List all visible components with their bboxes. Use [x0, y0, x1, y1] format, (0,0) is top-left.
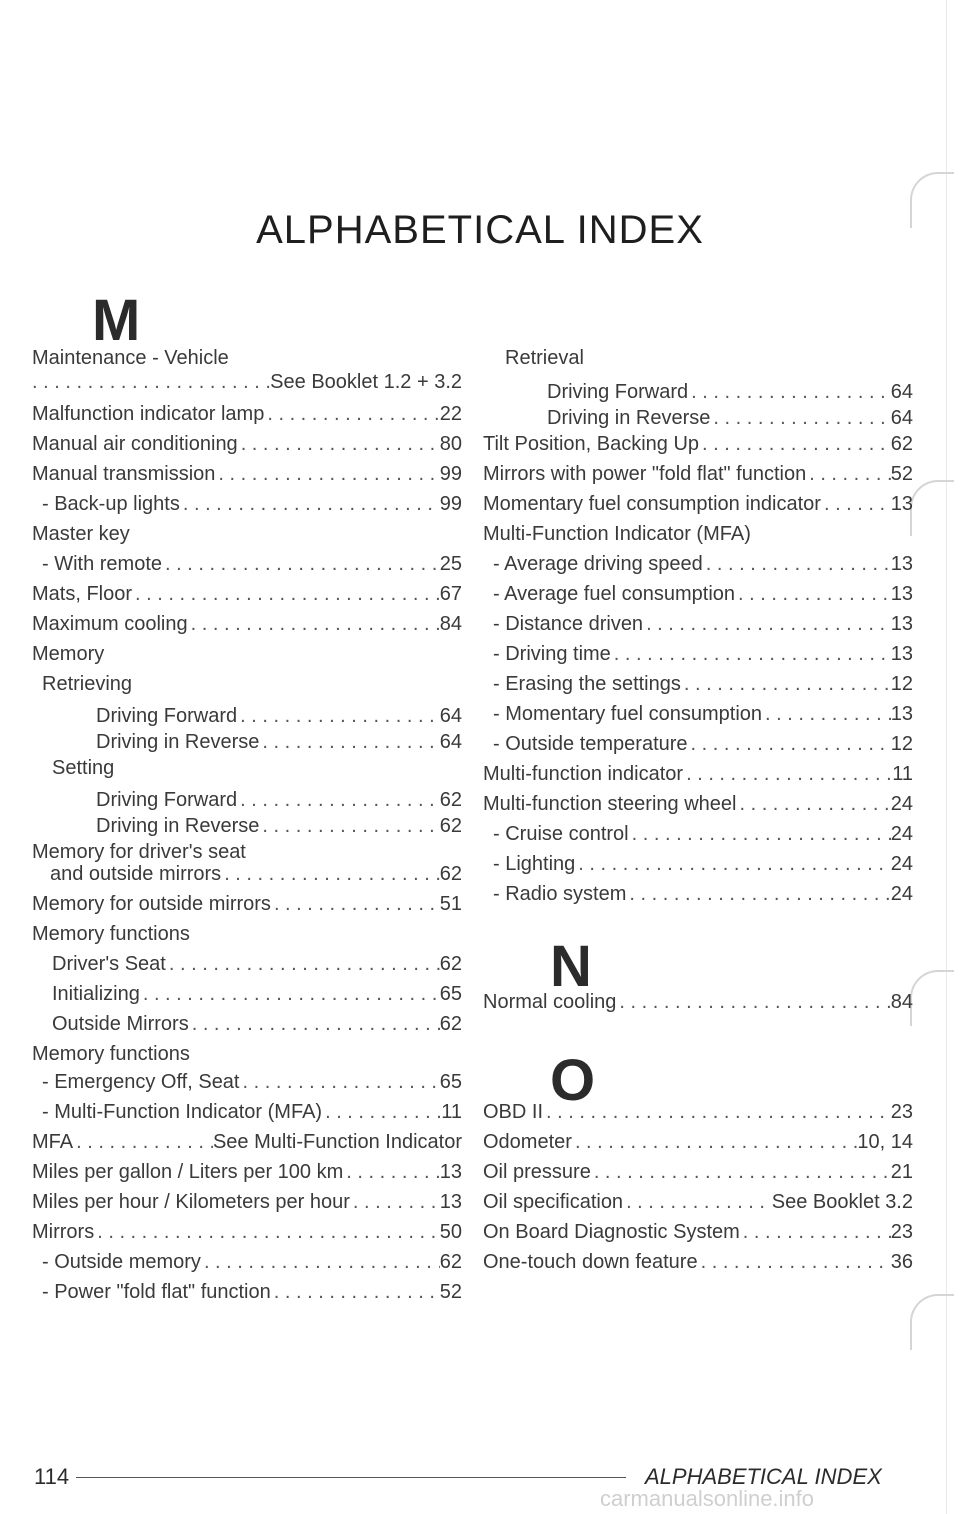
index-term-text: One-touch down feature: [483, 1251, 698, 1273]
page-reference: 24: [890, 883, 913, 905]
index-entry: [483, 1220, 913, 1244]
index-term-text: Mirrors: [32, 1221, 95, 1243]
index-entry-term: [96, 730, 259, 754]
index-term-text: Miles per hour / Kilometers per hour: [32, 1191, 350, 1213]
page-reference: 25: [439, 553, 462, 575]
page-reference: 21: [890, 1161, 913, 1183]
page-reference: 22: [439, 403, 462, 425]
index-term-text: Oil pressure: [483, 1161, 591, 1183]
index-term-text: Memory functions: [32, 923, 190, 945]
index-term-text: Tilt Position, Backing Up: [483, 433, 700, 455]
index-entry-term: [42, 672, 132, 696]
leader-dots: [611, 642, 891, 666]
index-term-text: - Outside temperature: [493, 733, 688, 755]
index-term-text: - Radio system: [493, 883, 627, 905]
index-term-text: Momentary fuel consumption indicator: [483, 493, 821, 515]
index-term-text: Manual transmission: [32, 463, 216, 485]
leader-dots: [140, 982, 440, 1006]
page-reference: 52: [439, 1281, 462, 1303]
leader-dots: [740, 1220, 891, 1244]
index-entry-term: [483, 1160, 591, 1184]
leader-dots: [688, 732, 891, 756]
index-entry: [42, 492, 462, 516]
index-entry: [50, 862, 462, 886]
leader-dots: [132, 582, 440, 606]
index-entry-term: [493, 702, 762, 726]
leader-dots: [238, 432, 440, 456]
page-reference: 11: [892, 763, 913, 785]
index-entry-term: [42, 1100, 322, 1124]
index-entry: [483, 1250, 913, 1274]
thumb-tab-marker: [910, 172, 954, 228]
leader-dots: [681, 672, 891, 696]
index-entry: [32, 1130, 462, 1154]
cross-reference: [270, 370, 462, 394]
leader-dots: [264, 402, 439, 426]
index-entry: [32, 1160, 462, 1184]
index-entry-term: [483, 522, 751, 546]
page-reference: 13: [890, 613, 913, 635]
index-entry: [483, 1160, 913, 1184]
index-entry-term: [32, 402, 264, 426]
index-entry-term: [493, 732, 688, 756]
index-entry-term: [32, 892, 271, 916]
index-entry: [32, 1190, 462, 1214]
index-entry: [42, 552, 462, 576]
page-reference: 62: [439, 815, 462, 837]
leader-dots: [629, 822, 891, 846]
page-reference: 51: [439, 893, 462, 915]
index-entry-term: [32, 522, 130, 546]
watermark: carmanualsonline.info: [600, 1486, 815, 1511]
page-reference: 64: [890, 407, 913, 429]
page-reference: 13: [439, 1191, 462, 1213]
index-term-text: Retrieval: [505, 347, 584, 369]
index-term-text: OBD II: [483, 1101, 544, 1123]
index-term-text: Setting: [52, 757, 115, 779]
index-entry: [483, 1100, 913, 1124]
index-term-text: Driving Forward: [96, 705, 238, 727]
index-entry-term: [42, 552, 162, 576]
leader-dots: [616, 990, 890, 1014]
index-entry: [42, 672, 462, 696]
page-reference: 62: [890, 433, 913, 455]
index-term-text: Odometer: [483, 1131, 572, 1153]
index-entry-term: [42, 492, 180, 516]
page-reference: 84: [439, 613, 462, 635]
index-term-text: Memory: [32, 643, 105, 665]
leader-dots: [575, 852, 890, 876]
index-entry: [547, 406, 913, 430]
index-entry: [483, 990, 913, 1014]
index-entry-term: [493, 672, 681, 696]
index-term-text: and outside mirrors: [50, 863, 222, 885]
thumb-tab-marker: [910, 970, 954, 1026]
index-term-text: Driving Forward: [547, 381, 689, 403]
index-entry-term: [32, 1160, 343, 1184]
index-entry: [32, 612, 462, 636]
index-entry: [96, 730, 462, 754]
leader-dots: [271, 892, 440, 916]
index-entry: [42, 1100, 462, 1124]
index-entry-term: [50, 862, 221, 886]
index-entry-term: [547, 406, 710, 430]
leader-dots: [73, 1130, 213, 1154]
footer-rule: [76, 1477, 626, 1478]
page-reference: 62: [439, 1013, 462, 1035]
page-reference: 62: [439, 1251, 462, 1273]
index-term-text: Driving in Reverse: [96, 731, 260, 753]
index-entry: [483, 462, 913, 486]
leader-dots: [94, 1220, 440, 1244]
index-entry-term: [96, 788, 237, 812]
index-entry: [32, 892, 462, 916]
index-entry: [483, 432, 913, 456]
index-entry: [32, 922, 462, 946]
index-term-text: - Average driving speed: [493, 553, 703, 575]
index-entry-term: [493, 642, 611, 666]
thumb-tab-marker: [910, 480, 954, 536]
page-reference: 80: [439, 433, 462, 455]
leader-dots: [221, 862, 440, 886]
index-term-text: - Lighting: [493, 853, 576, 875]
page-reference: 50: [439, 1221, 462, 1243]
leader-dots: [166, 952, 440, 976]
index-entry: [493, 702, 913, 726]
index-term-text: - Momentary fuel consumption: [493, 703, 763, 725]
index-term-text: - Cruise control: [493, 823, 629, 845]
page-reference: 23: [890, 1221, 913, 1243]
page-reference: 65: [439, 983, 462, 1005]
leader-dots: [201, 1250, 440, 1274]
index-entry-term: [483, 1220, 740, 1244]
index-entry: [52, 982, 462, 1006]
page-reference: 62: [439, 863, 462, 885]
page-reference: 67: [439, 583, 462, 605]
cross-reference: [213, 1130, 462, 1154]
leader-dots: [259, 814, 439, 838]
index-entry-term: [32, 1042, 190, 1066]
page-reference: 13: [439, 1161, 462, 1183]
leader-dots: [688, 380, 891, 404]
leader-dots: [591, 1160, 891, 1184]
index-entry-term: [483, 1100, 543, 1124]
page-reference: 64: [890, 381, 913, 403]
index-entry: [96, 704, 462, 728]
index-term-text: Mirrors with power "fold flat" function: [483, 463, 807, 485]
index-term-text: Retrieving: [42, 673, 133, 695]
index-entry: [32, 642, 462, 666]
page-reference: 84: [890, 991, 913, 1013]
index-term-text: Multi-function steering wheel: [483, 793, 737, 815]
index-entry-term: [32, 1190, 350, 1214]
page-reference: 23: [890, 1101, 913, 1123]
index-entry-term: [96, 704, 237, 728]
index-entry-term: [505, 346, 584, 370]
index-entry: [493, 822, 913, 846]
leader-dots: [703, 552, 891, 576]
index-entry: [32, 402, 462, 426]
index-entry-term: [493, 582, 735, 606]
index-term-text: Oil specification: [483, 1191, 624, 1213]
leader-dots: [710, 406, 890, 430]
index-entry: [32, 432, 462, 456]
leader-dots: [180, 492, 440, 516]
index-term-text: - Back-up lights: [42, 493, 180, 515]
index-entry-term: [52, 1012, 189, 1036]
section-letter-o: O: [550, 1048, 596, 1113]
page-reference: 62: [439, 953, 462, 975]
index-entry: [32, 1220, 462, 1244]
index-entry-term: [32, 1220, 94, 1244]
page-reference: 24: [890, 823, 913, 845]
leader-dots: [699, 432, 891, 456]
index-entry: [493, 612, 913, 636]
index-entry-term: [493, 822, 629, 846]
index-entry: [493, 582, 913, 606]
index-term-text: Mats, Floor: [32, 583, 133, 605]
leader-dots: [683, 762, 892, 786]
index-entry-term: [547, 380, 688, 404]
leader-dots: [735, 582, 891, 606]
index-entry-term: [483, 762, 683, 786]
index-term-text: Malfunction indicator lamp: [32, 403, 265, 425]
cross-reference: [772, 1190, 913, 1214]
index-term-text: Master key: [32, 523, 130, 545]
index-entry: [32, 370, 462, 394]
index-entry: [42, 1070, 462, 1094]
page-reference: 13: [890, 553, 913, 575]
leader-dots: [189, 1012, 440, 1036]
page-reference: 12: [890, 673, 913, 695]
index-term-text: - Average fuel consumption: [493, 583, 736, 605]
page-reference: 99: [439, 493, 462, 515]
index-entry-term: [32, 922, 190, 946]
index-entry-term: [32, 1130, 73, 1154]
index-entry: [32, 1042, 462, 1066]
index-entry: [32, 582, 462, 606]
page-reference: 65: [439, 1071, 462, 1093]
index-entry: [32, 462, 462, 486]
reference-target: Booklet 1.2 + 3.2: [311, 371, 462, 393]
index-term-text: Maximum cooling: [32, 613, 188, 635]
index-term-text: - Erasing the settings: [493, 673, 681, 695]
index-term-text: Driver's Seat: [52, 953, 166, 975]
index-entry: [96, 814, 462, 838]
index-term-text: Manual air conditioning: [32, 433, 238, 455]
leader-dots: [806, 462, 891, 486]
index-entry-term: [483, 1130, 572, 1154]
index-entry: [493, 852, 913, 876]
page-reference: 36: [890, 1251, 913, 1273]
leader-dots: [237, 704, 440, 728]
leader-dots: [543, 1100, 891, 1124]
index-entry-term: [52, 952, 166, 976]
index-entry-term: [493, 552, 703, 576]
index-term-text: - Power "fold flat" function: [42, 1281, 271, 1303]
index-term-text: Memory functions: [32, 1043, 190, 1065]
leader-dots: [343, 1160, 440, 1184]
index-entry: [483, 792, 913, 816]
index-entry-term: [493, 852, 575, 876]
index-entry: [493, 882, 913, 906]
index-term-text: Outside Mirrors: [52, 1013, 189, 1035]
index-entry-term: [32, 612, 188, 636]
index-entry: [32, 522, 462, 546]
index-entry: [52, 1012, 462, 1036]
index-term-text: Memory for outside mirrors: [32, 893, 271, 915]
page-reference: 12: [890, 733, 913, 755]
index-term-text: Driving in Reverse: [96, 815, 260, 837]
leader-dots: [626, 882, 890, 906]
page-reference: 13: [890, 583, 913, 605]
index-term-text: MFA: [32, 1131, 74, 1153]
index-term-text: - Outside memory: [42, 1251, 201, 1273]
index-entry-term: [483, 792, 736, 816]
index-term-text: - Driving time: [493, 643, 611, 665]
leader-dots: [322, 1100, 441, 1124]
page-reference: 13: [890, 703, 913, 725]
index-term-text: On Board Diagnostic System: [483, 1221, 740, 1243]
index-entry-term: [483, 432, 699, 456]
index-entry-term: [32, 582, 132, 606]
leader-dots: [643, 612, 891, 636]
section-letter-m: M: [92, 288, 141, 353]
see-label: See: [771, 1191, 808, 1213]
index-entry-term: [52, 982, 140, 1006]
page-title: ALPHABETICAL INDEX: [256, 208, 704, 252]
leader-dots: [259, 730, 439, 754]
page-reference: 99: [439, 463, 462, 485]
index-entry: [547, 380, 913, 404]
leader-dots: [162, 552, 440, 576]
leader-dots: [215, 462, 439, 486]
index-term-text: Driving in Reverse: [547, 407, 711, 429]
index-entry: [493, 642, 913, 666]
index-term-text: Maintenance - Vehicle: [32, 347, 229, 369]
index-entry-term: [32, 462, 215, 486]
index-entry: [493, 672, 913, 696]
index-entry: [505, 346, 913, 370]
index-term-text: Miles per gallon / Liters per 100 km: [32, 1161, 344, 1183]
leader-dots: [762, 702, 891, 726]
index-entry-term: [483, 462, 806, 486]
thumb-tab-marker: [910, 1294, 954, 1350]
leader-dots: [821, 492, 891, 516]
index-term-text: - Multi-Function Indicator (MFA): [42, 1101, 323, 1123]
index-entry-term: [32, 642, 104, 666]
page-reference: 24: [890, 793, 913, 815]
leader-dots: [698, 1250, 891, 1274]
page-reference: 24: [890, 853, 913, 875]
index-entry: [52, 756, 462, 780]
index-term-text: Driving Forward: [96, 789, 238, 811]
leader-dots: [623, 1190, 772, 1214]
index-term-text: Multi-Function Indicator (MFA): [483, 523, 751, 545]
page-number: 114: [34, 1464, 70, 1489]
leader-dots: [237, 788, 440, 812]
index-entry: [493, 552, 913, 576]
index-entry: [483, 1130, 913, 1154]
leader-dots: [736, 792, 890, 816]
index-entry-term: [493, 612, 643, 636]
page-reference: 62: [439, 789, 462, 811]
index-entry: [42, 1250, 462, 1274]
see-label: See: [270, 371, 306, 393]
index-entry: [32, 346, 462, 370]
page-reference: 64: [439, 731, 462, 753]
reference-target: Booklet 3.2: [812, 1191, 913, 1213]
reference-target: Multi-Function Indicator: [254, 1131, 462, 1153]
index-entry-term: [483, 990, 616, 1014]
index-entry: [483, 1190, 913, 1214]
index-entry: [493, 732, 913, 756]
index-entry-term: [483, 492, 821, 516]
page-reference: 64: [439, 705, 462, 727]
index-term-text: - With remote: [42, 553, 163, 575]
index-entry-term: [96, 814, 259, 838]
index-entry: [96, 788, 462, 812]
index-term-text: - Emergency Off, Seat: [42, 1071, 240, 1093]
index-entry-term: [32, 840, 246, 864]
page-reference: 10, 14: [857, 1131, 913, 1153]
index-entry: [483, 522, 913, 546]
index-term-text: Normal cooling: [483, 991, 617, 1013]
index-term-text: Multi-function indicator: [483, 763, 684, 785]
section-letter-n: N: [550, 934, 592, 999]
index-entry-term: [493, 882, 626, 906]
page-reference: 13: [890, 493, 913, 515]
page-reference: 11: [441, 1101, 462, 1123]
page-reference: 52: [890, 463, 913, 485]
index-entry: [32, 840, 462, 864]
index-entry: [483, 492, 913, 516]
index-entry: [483, 762, 913, 786]
index-entry-term: [42, 1280, 271, 1304]
leader-dots: [188, 612, 440, 636]
index-entry-term: [42, 1070, 240, 1094]
index-entry: [42, 1280, 462, 1304]
leader-dots: [240, 1070, 440, 1094]
leader-dots: [350, 1190, 440, 1214]
footer-section-title: ALPHABETICAL INDEX: [645, 1464, 882, 1489]
index-entry-term: [483, 1250, 698, 1274]
leader-dots: [32, 370, 270, 394]
see-label: See: [212, 1131, 249, 1153]
index-entry-term: [42, 1250, 201, 1274]
leader-dots: [271, 1280, 440, 1304]
index-entry-term: [32, 346, 229, 370]
index-entry: [52, 952, 462, 976]
index-term-text: Initializing: [52, 983, 140, 1005]
page-reference: 13: [890, 643, 913, 665]
index-term-text: Memory for driver's seat: [32, 841, 246, 863]
index-entry-term: [483, 1190, 623, 1214]
index-entry-term: [32, 432, 238, 456]
index-entry-term: [52, 756, 114, 780]
index-term-text: - Distance driven: [493, 613, 644, 635]
leader-dots: [572, 1130, 857, 1154]
